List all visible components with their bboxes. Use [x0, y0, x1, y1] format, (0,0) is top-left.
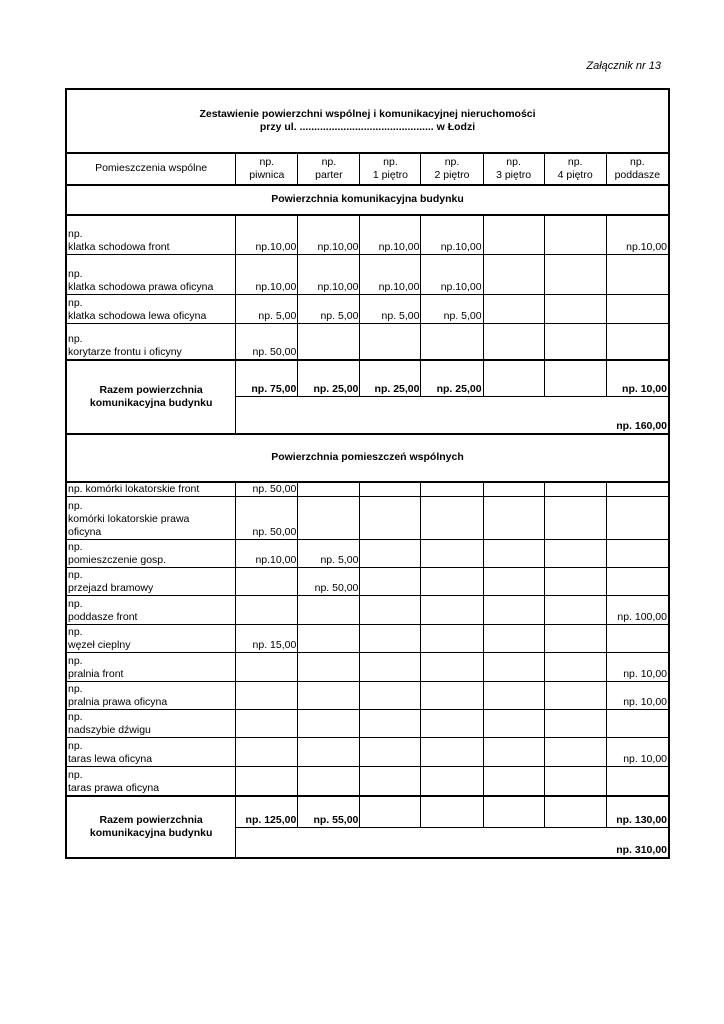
value-cell — [236, 767, 298, 796]
section-title: Powierzchnia pomieszczeń wspólnych — [67, 434, 669, 482]
value-cell: np. 5,00 — [421, 295, 483, 324]
value-cell: np.10,00 — [360, 215, 421, 255]
value-cell — [483, 710, 544, 738]
grand-total: np. 160,00 — [236, 397, 669, 434]
value-cell — [421, 710, 483, 738]
header-floor: np. 4 piętro — [544, 153, 606, 185]
table-row — [67, 682, 669, 710]
total-value: np. 125,00 — [236, 796, 298, 828]
value-cell — [421, 596, 483, 625]
value-cell — [544, 568, 606, 596]
value-cell — [236, 682, 298, 710]
value-cell — [483, 540, 544, 568]
value-cell: np. 50,00 — [236, 324, 298, 360]
row-name: np. poddasze front — [67, 596, 236, 625]
value-cell: np.10,00 — [421, 215, 483, 255]
value-cell — [360, 540, 421, 568]
value-cell — [421, 324, 483, 360]
row-name: np. komórki lokatorskie prawa oficyna — [67, 497, 236, 540]
total-label: Razem powierzchnia komunikacyjna budynku — [67, 796, 236, 858]
row-name: np. węzeł cieplny — [67, 625, 236, 653]
value-cell — [606, 497, 668, 540]
table-row — [67, 324, 669, 360]
value-cell — [421, 482, 483, 497]
row-name: np. klatka schodowa lewa oficyna — [67, 295, 236, 324]
value-cell: np. 5,00 — [236, 295, 298, 324]
value-cell — [544, 738, 606, 767]
row-name: np. korytarze frontu i oficyny — [67, 324, 236, 360]
header-floor: np. parter — [298, 153, 360, 185]
value-cell — [483, 653, 544, 682]
total-value — [483, 796, 544, 828]
value-cell: np.10,00 — [606, 215, 668, 255]
value-cell — [360, 653, 421, 682]
value-cell — [606, 295, 668, 324]
row-name: np. taras lewa oficyna — [67, 738, 236, 767]
value-cell — [606, 625, 668, 653]
total-row — [67, 796, 669, 828]
header-row — [67, 153, 669, 185]
value-cell — [483, 324, 544, 360]
table-row — [67, 738, 669, 767]
value-cell — [544, 540, 606, 568]
value-cell — [544, 215, 606, 255]
value-cell — [360, 767, 421, 796]
value-cell — [483, 767, 544, 796]
table-row — [67, 255, 669, 295]
row-name: np. taras prawa oficyna — [67, 767, 236, 796]
value-cell — [236, 738, 298, 767]
value-cell: np.10,00 — [236, 540, 298, 568]
value-cell — [360, 324, 421, 360]
value-cell — [606, 482, 668, 497]
total-value — [544, 360, 606, 397]
title-line-2: przy ul. .............................................. w Łodzi — [259, 120, 476, 133]
value-cell — [421, 625, 483, 653]
section-title: Powierzchnia komunikacyjna budynku — [67, 185, 669, 215]
table-row — [67, 767, 669, 796]
value-cell — [483, 625, 544, 653]
value-cell — [483, 497, 544, 540]
row-name: np. klatka schodowa prawa oficyna — [67, 255, 236, 295]
table-row — [67, 596, 669, 625]
value-cell: np. 10,00 — [606, 682, 668, 710]
value-cell: np. 10,00 — [606, 738, 668, 767]
value-cell: np. 10,00 — [606, 653, 668, 682]
value-cell — [298, 482, 360, 497]
value-cell — [421, 653, 483, 682]
value-cell — [544, 682, 606, 710]
value-cell: np.10,00 — [236, 255, 298, 295]
value-cell — [298, 767, 360, 796]
value-cell: np. 5,00 — [360, 295, 421, 324]
header-floor: np. 1 piętro — [360, 153, 421, 185]
row-name: np. przejazd bramowy — [67, 568, 236, 596]
header-first: Pomieszczenia wspólne — [67, 153, 236, 185]
value-cell — [544, 596, 606, 625]
section-title-row — [67, 185, 669, 215]
value-cell — [544, 767, 606, 796]
total-value: np. 10,00 — [606, 360, 668, 397]
value-cell: np. 5,00 — [298, 295, 360, 324]
value-cell — [544, 482, 606, 497]
value-cell — [298, 710, 360, 738]
value-cell — [298, 625, 360, 653]
value-cell — [544, 255, 606, 295]
value-cell — [483, 215, 544, 255]
value-cell — [360, 738, 421, 767]
value-cell — [298, 324, 360, 360]
value-cell — [544, 710, 606, 738]
total-label: Razem powierzchnia komunikacyjna budynku — [67, 360, 236, 434]
table-row — [67, 625, 669, 653]
value-cell — [360, 482, 421, 497]
table-row — [67, 653, 669, 682]
value-cell: np.10,00 — [298, 215, 360, 255]
header-floor: np. 3 piętro — [483, 153, 544, 185]
value-cell — [360, 682, 421, 710]
header-floor: np. 2 piętro — [421, 153, 483, 185]
value-cell: np.10,00 — [360, 255, 421, 295]
value-cell — [483, 295, 544, 324]
value-cell — [298, 497, 360, 540]
value-cell — [298, 653, 360, 682]
total-value — [483, 360, 544, 397]
total-value: np. 25,00 — [298, 360, 360, 397]
total-value — [544, 796, 606, 828]
value-cell: np.10,00 — [236, 215, 298, 255]
section-title-row — [67, 434, 669, 482]
value-cell — [360, 568, 421, 596]
value-cell — [483, 596, 544, 625]
value-cell — [236, 710, 298, 738]
value-cell — [360, 497, 421, 540]
table-title — [67, 90, 669, 153]
header-floor: np. piwnica — [236, 153, 298, 185]
value-cell — [544, 497, 606, 540]
value-cell — [483, 482, 544, 497]
table-row — [67, 215, 669, 255]
value-cell — [298, 738, 360, 767]
value-cell — [483, 255, 544, 295]
total-value: np. 55,00 — [298, 796, 360, 828]
value-cell — [236, 653, 298, 682]
value-cell — [606, 324, 668, 360]
value-cell — [544, 324, 606, 360]
title-line-1: Zestawienie powierzchni wspólnej i komunikacyjnej nieruchomości — [199, 107, 536, 120]
value-cell: np. 50,00 — [298, 568, 360, 596]
total-value: np. 130,00 — [606, 796, 668, 828]
table-row — [67, 295, 669, 324]
row-name: np. nadszybie dźwigu — [67, 710, 236, 738]
value-cell — [606, 710, 668, 738]
value-cell: np. 50,00 — [236, 497, 298, 540]
value-cell — [421, 497, 483, 540]
row-name: np. klatka schodowa front — [67, 215, 236, 255]
value-cell — [544, 295, 606, 324]
annex-label: Załącznik nr 13 — [586, 60, 661, 72]
total-value: np. 75,00 — [236, 360, 298, 397]
value-cell — [483, 738, 544, 767]
total-value — [421, 796, 483, 828]
value-cell — [421, 568, 483, 596]
table-row — [67, 710, 669, 738]
row-name: np. pomieszczenie gosp. — [67, 540, 236, 568]
total-value: np. 25,00 — [421, 360, 483, 397]
value-cell: np.10,00 — [421, 255, 483, 295]
row-name: np. pralnia front — [67, 653, 236, 682]
value-cell: np. 15,00 — [236, 625, 298, 653]
row-name: np. komórki lokatorskie front — [67, 482, 236, 497]
table-row — [67, 568, 669, 596]
total-row — [67, 360, 669, 397]
value-cell — [483, 568, 544, 596]
table-row — [67, 540, 669, 568]
value-cell — [298, 682, 360, 710]
value-cell — [360, 625, 421, 653]
value-cell — [236, 596, 298, 625]
summary-table — [66, 89, 669, 858]
value-cell — [606, 767, 668, 796]
grand-total: np. 310,00 — [236, 828, 669, 858]
value-cell — [483, 682, 544, 710]
value-cell — [360, 710, 421, 738]
table-row — [67, 497, 669, 540]
value-cell — [544, 653, 606, 682]
value-cell — [421, 682, 483, 710]
value-cell: np. 100,00 — [606, 596, 668, 625]
value-cell — [421, 540, 483, 568]
table-row — [67, 482, 669, 497]
value-cell — [421, 767, 483, 796]
value-cell — [298, 596, 360, 625]
value-cell: np. 5,00 — [298, 540, 360, 568]
value-cell — [236, 568, 298, 596]
header-floor: np. poddasze — [606, 153, 668, 185]
value-cell — [606, 568, 668, 596]
value-cell: np.10,00 — [298, 255, 360, 295]
value-cell — [606, 255, 668, 295]
value-cell — [606, 540, 668, 568]
total-value — [360, 796, 421, 828]
value-cell — [360, 596, 421, 625]
title-row — [67, 90, 669, 153]
total-value: np. 25,00 — [360, 360, 421, 397]
value-cell — [421, 738, 483, 767]
value-cell — [544, 625, 606, 653]
row-name: np. pralnia prawa oficyna — [67, 682, 236, 710]
value-cell: np. 50,00 — [236, 482, 298, 497]
